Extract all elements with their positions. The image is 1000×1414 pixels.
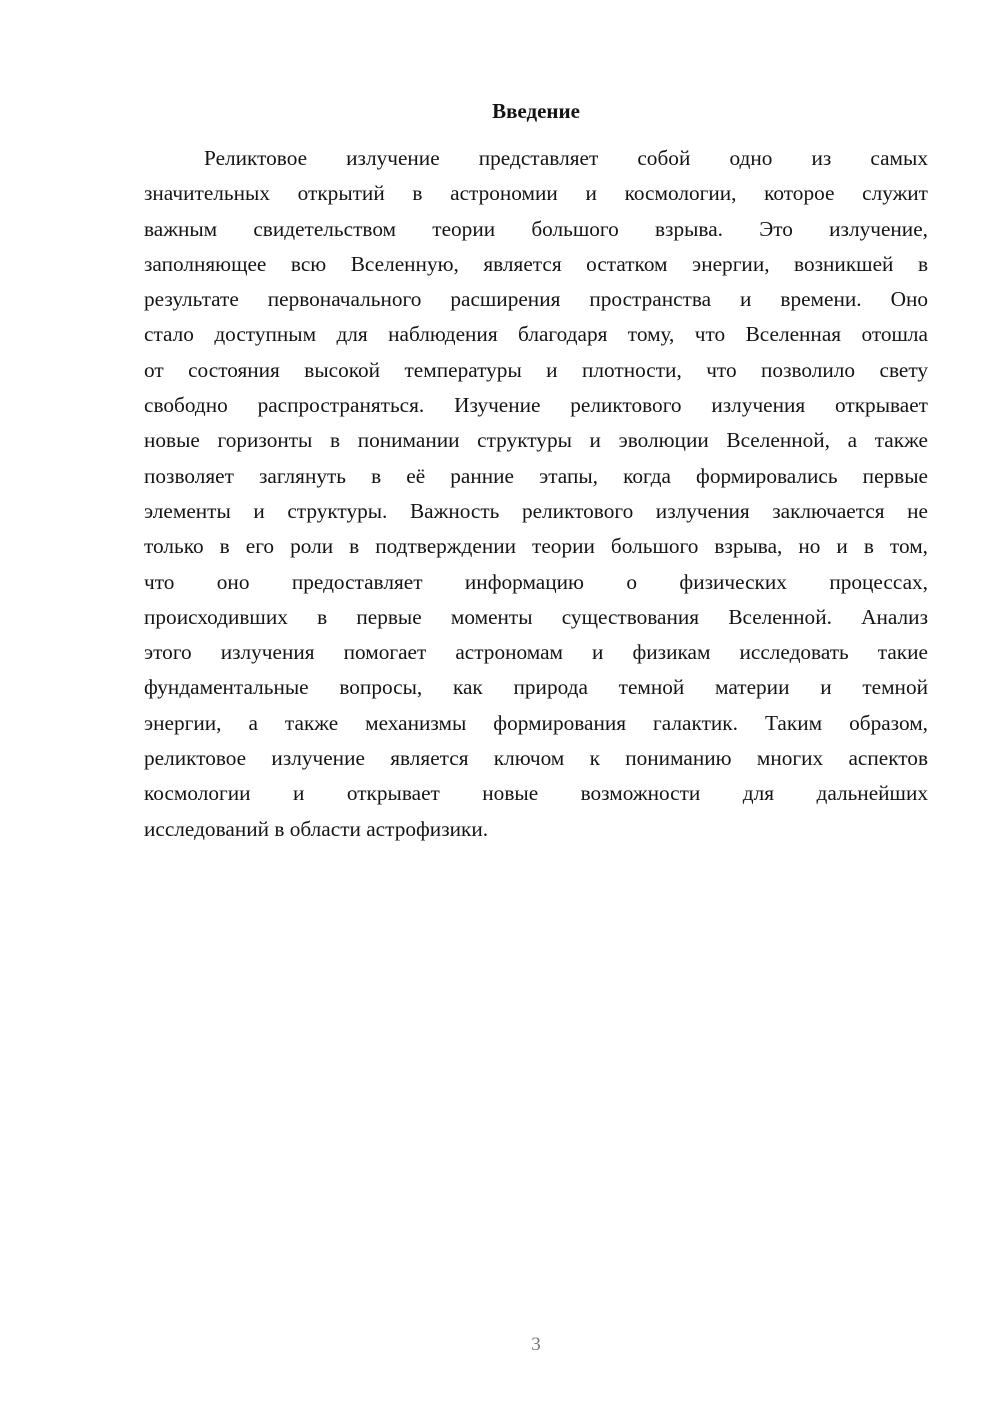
paragraph-line: позволяет заглянуть в её ранние этапы, когда формировались первые — [144, 463, 928, 488]
paragraph-line: этого излучения помогает астрономам и физикам исследовать такие — [144, 640, 928, 665]
paragraph-line: энергии, а также механизмы формирования галактик. Таким образом, — [144, 710, 928, 735]
paragraph-line: происходивших в первые моменты существования Вселенной. Анализ — [144, 604, 928, 629]
section-heading: Введение — [492, 99, 580, 123]
paragraph-line: новые горизонты в понимании структуры и эволюции Вселенной, а также — [144, 428, 928, 453]
paragraph-line: только в его роли в подтверждении теории большого взрыва, но и в том, — [144, 534, 928, 559]
paragraph-line: элементы и структуры. Важность реликтового излучения заключается не — [144, 498, 928, 523]
paragraph-line: значительных открытий в астрономии и космологии, которое служит — [144, 181, 928, 206]
paragraph-line: результате первоначального расширения пространства и времени. Оно — [144, 287, 928, 312]
paragraph-line: космологии и открывает новые возможности для дальнейших — [144, 781, 928, 806]
paragraph-line: заполняющее всю Вселенную, является остатком энергии, возникшей в — [144, 251, 928, 276]
paragraph-line: от состояния высокой температуры и плотности, что позволило свету — [144, 357, 928, 382]
paragraph-line: свободно распространяться. Изучение реликтового излучения открывает — [144, 393, 928, 418]
paragraph-line: исследований в области астрофизики. — [144, 816, 489, 841]
paragraph-line: фундаментальные вопросы, как природа темной материи и темной — [144, 675, 928, 700]
introduction-paragraph — [144, 141, 928, 847]
paragraph-line: стало доступным для наблюдения благодаря тому, что Вселенная отошла — [144, 322, 928, 347]
paragraph-line: реликтовое излучение является ключом к пониманию многих аспектов — [144, 746, 928, 771]
page-number: 3 — [531, 1334, 541, 1355]
paragraph-line: Реликтовое излучение представляет собой одно из самых — [204, 146, 928, 170]
paragraph-line: что оно предоставляет информацию о физических процессах, — [144, 569, 928, 594]
paragraph-line: важным свидетельством теории большого взрыва. Это излучение, — [144, 216, 928, 241]
